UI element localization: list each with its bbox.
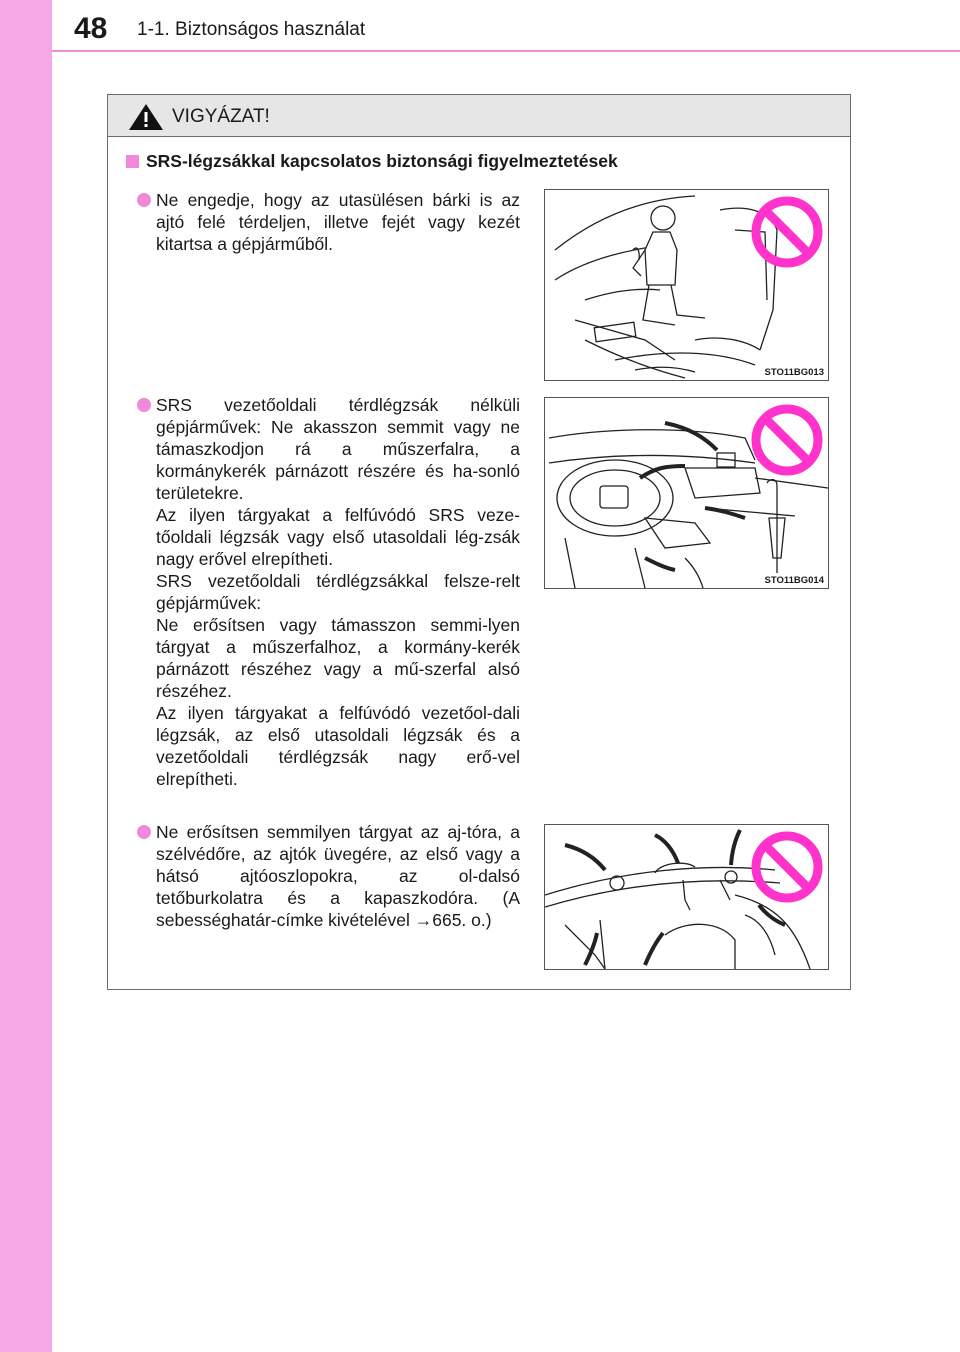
- figure-code: STO11BG014: [764, 575, 824, 586]
- illustration-interior-roof: [544, 824, 829, 970]
- subheading-text: SRS-légzsákkal kapcsolatos biztonsági figyelmeztetések: [146, 151, 618, 171]
- illustration-dashboard: [544, 397, 829, 589]
- round-bullet-icon: [137, 825, 151, 839]
- prohibition-icon: [751, 196, 823, 268]
- round-bullet-icon: [137, 398, 151, 412]
- warning-subheading: [126, 151, 618, 172]
- warning-header: [108, 95, 850, 137]
- section-title: 1-1. Biztonságos használat: [137, 19, 366, 40]
- warning-item-1: [138, 189, 520, 255]
- prohibition-icon: [751, 404, 823, 476]
- warning-item-text: Ne erősítsen semmilyen tárgyat az aj-tóra, a szélvédőre, az ajtók üvegére, az első vagy a hátsó ajtóoszlopokra, az ol-dalsó tetőburkolatra és a kapaszkodóra. (A sebességhatár-címke kivételével →665. o.): [156, 822, 520, 930]
- square-bullet-icon: [126, 155, 139, 168]
- warning-item-3: [138, 821, 520, 931]
- page-number: 48: [74, 12, 108, 45]
- warning-item-text: Ne engedje, hogy az utasülésen bárki is az ajtó felé térdeljen, illetve fejét vagy kezét kitartsa a gépjárműből.: [156, 190, 520, 254]
- warning-label: VIGYÁZAT!: [172, 106, 270, 127]
- warning-triangle-icon: [128, 103, 164, 131]
- prohibition-icon: [751, 831, 823, 903]
- warning-item-2: [138, 394, 520, 790]
- side-tab: [0, 0, 52, 1352]
- illustration-kneeling-passenger: [544, 189, 829, 381]
- round-bullet-icon: [137, 193, 151, 207]
- warning-box: [107, 94, 851, 990]
- figure-code: STO11BG013: [764, 367, 824, 378]
- header-rule: [52, 50, 960, 52]
- warning-item-text: SRS vezetőoldali térdlégzsák nélküli gépjárművek: Ne akasszon semmit vagy ne támaszkodjon rá a műszerfalra, a kormánykerék párnázott részére és ha-sonló területekre. Az ilyen tárgyakat a felfúvódó SRS veze-tőoldali légzsák vagy első utasoldali lég-zsák nagy erővel elrepítheti. SRS vezetőoldali térdlégzsákkal felsze-relt gépjárművek: Ne erősítsen vagy támasszon semmi-lyen tárgyat a műszerfalhoz, a kormány-kerék párnázott részéhez vagy a mű-szerfal alsó részéhez. Az ilyen tárgyakat a felfúvódó vezetőol-dali légzsák, az első utasoldali légzsák és a vezetőoldali térdlégzsák nagy erő-vel elrepítheti.: [156, 395, 520, 789]
